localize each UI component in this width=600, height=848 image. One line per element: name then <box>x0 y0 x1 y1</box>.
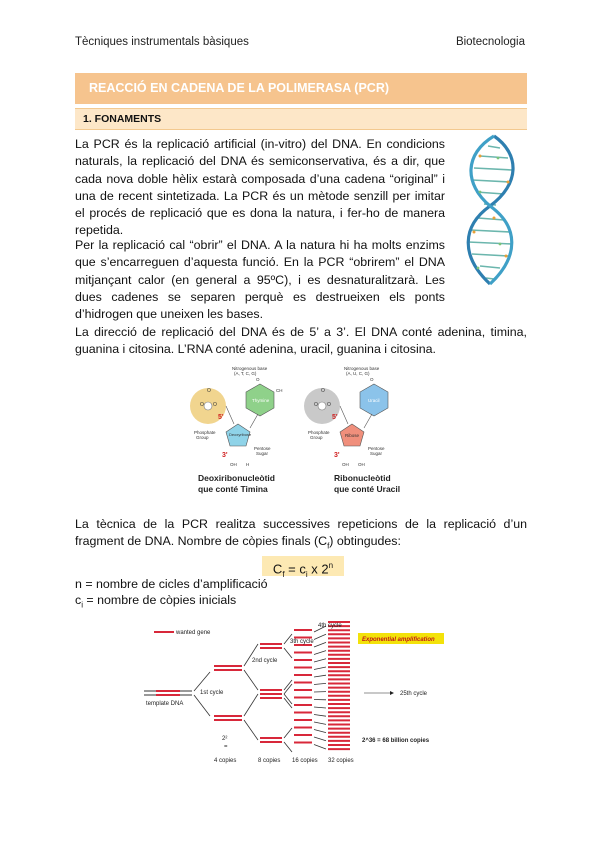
svg-text:O: O <box>314 402 318 408</box>
copies-16-label: 16 copies <box>292 758 318 764</box>
definition-ci: $c_i$ = nombre de còpies inicials <box>75 593 237 610</box>
branch-arrow <box>314 642 326 647</box>
two-squared-label: 2² <box>222 736 228 742</box>
left-base-label: Nitrogenous base <box>232 366 268 371</box>
branch-arrow <box>244 670 258 690</box>
copies-4-label: 4 copies <box>214 758 237 764</box>
branch-arrow <box>284 648 292 658</box>
exp-amplification-label: Exponential amplification <box>362 637 435 643</box>
cycle2-label: 2nd cycle <box>252 658 278 664</box>
branch-arrow <box>194 672 210 691</box>
left-caption-2: que conté Timina <box>198 484 268 494</box>
deoxyribose-label: Deoxyribose <box>229 432 252 437</box>
left-sugar-label: Sugar <box>256 451 269 456</box>
definition-n: n = nombre de cicles d’amplificació <box>75 577 268 591</box>
right-oh-1: OH <box>342 462 349 467</box>
branch-arrow <box>244 694 258 716</box>
branch-arrow <box>244 720 258 740</box>
section-heading: 1. FONAMENTS <box>75 108 527 130</box>
right-phosphate-label: Phosphate <box>308 430 330 435</box>
right-caption-2: que conté Uracil <box>334 484 401 494</box>
right-sugar-label: Sugar <box>370 451 383 456</box>
branch-arrow <box>194 695 210 716</box>
branch-arrow <box>314 683 326 684</box>
branch-arrow <box>314 651 326 655</box>
wanted-gene-label: wanted gene <box>176 630 211 636</box>
paragraph-1: La PCR és la replicació artificial (in-vitro) del DNA. En condicions naturals, la replicació del DNA és semiconservativa, és a dir, que cada nova doble hèlix estarà composada d’una cadena “original” i una de recent sintetizada. La PCR és un mètode senzill per imitar el procés de replicació que es dona la natura, i fer-ho de manera repetida. <box>75 137 445 238</box>
left-bases: (A, T, C, G) <box>234 371 257 376</box>
right-base-label: Nitrogenous base <box>344 366 380 371</box>
svg-text:O: O <box>200 402 204 408</box>
paragraph-3: La direcció de replicació del DNA és de 5’ a 3’. El DNA conté adenina, timina, guanina i citosina. L’RNA conté adenina, uracil, guanina i citosina. <box>75 325 527 357</box>
cycle25-label: 25th cycle <box>400 691 428 697</box>
paragraph-4: La tècnica de la PCR realitza successives repeticions de la replicació d’un fragment de DNA. Nombre de còpies finals $(C_f)$ obtingudes: <box>75 517 527 551</box>
branch-arrow <box>314 634 326 639</box>
uracil-label: Uracil <box>368 398 380 403</box>
svg-text:O: O <box>213 402 217 408</box>
branch-arrow <box>314 722 326 724</box>
copies-8-label: 8 copies <box>258 758 281 764</box>
left-phosphate-label: Phosphate <box>194 430 216 435</box>
branch-arrow <box>314 730 326 733</box>
right-oh-2: OH <box>358 462 365 467</box>
svg-text:O: O <box>256 377 260 382</box>
paragraph-2: Per la replicació cal “obrir” el DNA. A la natura hi ha molts enzims que s’encarreguen d’aquesta funció. En la PCR “obrirem” el DNA mitjançant calor (en general a 95ºC), i es desnaturalitzarà. Les dues cadenes se separen perquè es destrueixen els ponts d’hidrogen que uneixen les bases. <box>75 238 445 322</box>
branch-arrow <box>314 737 326 741</box>
svg-text:O: O <box>327 402 331 408</box>
branch-arrow <box>314 715 326 717</box>
right-pentose-label: Pentose <box>368 446 385 451</box>
svg-text:O: O <box>207 388 211 394</box>
header-right: Biotecnologia <box>455 36 525 48</box>
svg-text:CH: CH <box>276 388 283 393</box>
left-caption-1: Deoxiribonucleòtid <box>198 473 275 483</box>
ribose-label: Ribose <box>345 433 360 438</box>
left-h: H <box>246 462 250 467</box>
left-group-label: Group <box>196 435 209 440</box>
right-5prime: 5' <box>332 414 338 421</box>
branch-arrow <box>284 742 292 752</box>
cycle3-label: 3th cycle <box>290 639 314 645</box>
cycle4-label: 4th cycle <box>318 623 342 629</box>
header-left: Tècniques instrumentals bàsiques <box>75 36 249 48</box>
copies-32-label: 32 copies <box>328 758 354 764</box>
thymine-label: Thymine <box>252 398 270 403</box>
cycle1-label: 1st cycle <box>200 690 224 696</box>
branch-arrow <box>284 728 292 738</box>
branch-arrow <box>314 667 326 670</box>
left-pentose-label: Pentose <box>254 446 271 451</box>
copies-formula: $C_f = c_i$ x 2$^n$ <box>262 556 344 576</box>
left-3prime: 3' <box>222 452 228 459</box>
left-5prime: 5' <box>218 414 224 421</box>
right-bases: (A, U, C, G) <box>346 371 370 376</box>
branch-arrow <box>314 659 326 662</box>
svg-text:O: O <box>370 377 374 382</box>
pcr-amplification-diagram <box>142 612 462 772</box>
right-caption-1: Ribonucleòtid <box>334 473 391 483</box>
left-oh: OH <box>230 462 237 467</box>
chapter-banner: REACCIÓ EN CADENA DE LA POLIMERASA (PCR) <box>75 73 527 104</box>
right-3prime: 3' <box>334 452 340 459</box>
equals-label: = <box>224 744 228 750</box>
right-group-label: Group <box>310 435 323 440</box>
template-dna-label: template DNA <box>146 701 184 707</box>
branch-arrow <box>314 707 326 708</box>
branch-arrow <box>314 675 326 677</box>
branch-arrow <box>314 745 326 750</box>
billion-copies-label: 2^36 = 68 billion copies <box>362 738 430 744</box>
svg-text:O: O <box>321 388 325 394</box>
dna-helix-illustration <box>450 134 530 294</box>
nucleotide-structures-figure <box>188 362 428 502</box>
